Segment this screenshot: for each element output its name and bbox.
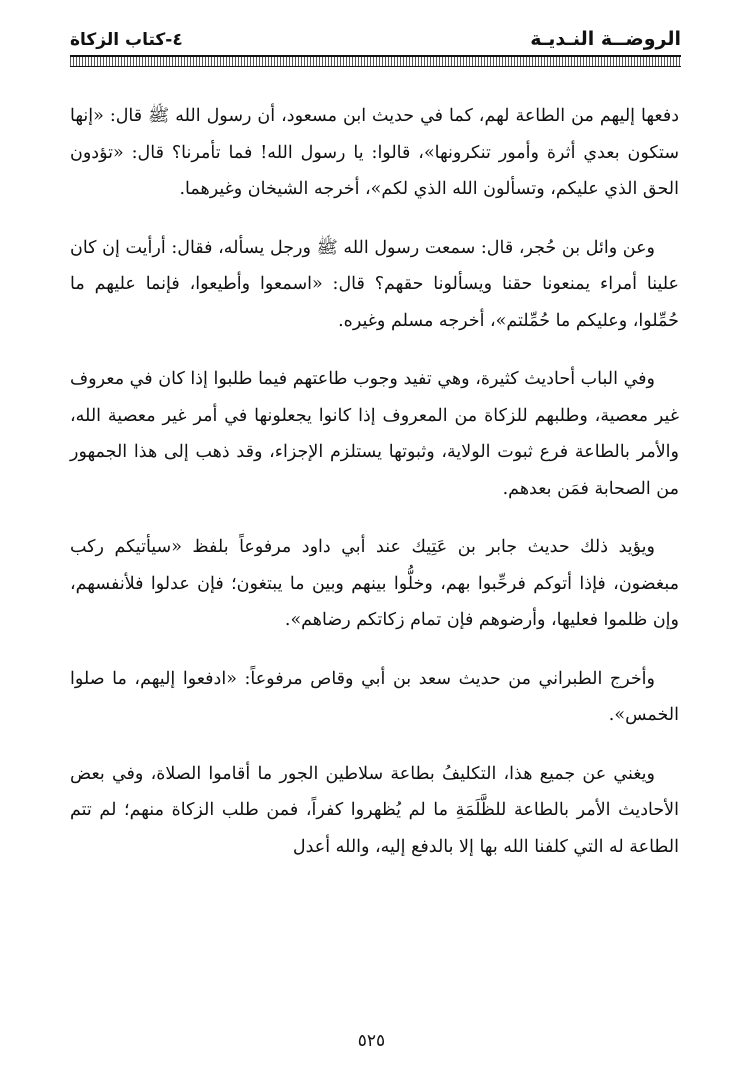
header-rule [70, 55, 681, 67]
paragraph: ويؤيد ذلك حديث جابر بن عَتِيك عند أبي داود مرفوعاً بلفظ «سيأتيكم ركب مبغضون، فإذا أتوكم فرحِّبوا بهم، وخلُّوا بينهم وبين ما يبتغون؛ فإن عدلوا فلأنفسهم، وإن ظلموا فعليها، وأرضوهم فإن تمام زكاتكم رضاهم». [70, 537, 679, 630]
paragraph: وعن وائل بن حُجر، قال: سمعت رسول الله ﷺ ورجل يسأله، فقال: أرأيت إن كان علينا أمراء يمنعونا حقنا ويسألونا حقهم؟ قال: «اسمعوا وأطيعوا، فإنما عليهم ما حُمِّلوا، وعليكم ما حُمِّلتم»، أخرجه مسلم وغيره. [70, 237, 679, 331]
running-header [70, 22, 681, 50]
paragraph: وأخرج الطبراني من حديث سعد بن أبي وقاص مرفوعاً: «ادفعوا إليهم، ما صلوا الخمس». [70, 668, 679, 725]
page-body [70, 98, 679, 887]
paragraph: وفي الباب أحاديث كثيرة، وهي تفيد وجوب طاعتهم فيما طلبوا إذا كان في معروف غير معصية، وطلبهم للزكاة من المعروف إذا كانوا يجعلونها في أمر غير معصية الله، والأمر بالطاعة فرع ثبوت الولاية، وثبوتها يستلزم الإجزاء، وقد ذهب إلى هذا الجمهور من الصحابة فمَن بعدهم. [70, 369, 679, 499]
paragraph: ويغني عن جميع هذا، التكليفُ بطاعة سلاطين الجور ما أقاموا الصلاة، وفي بعض الأحاديث الأمر بالطاعة للظَّلَمَةِ ما لم يُظهروا كفراً، فمن طلب الزكاة منهم؛ لم تتم الطاعة له التي كلفنا الله بها إلا بالدفع إليه، والله أعدل [70, 763, 679, 857]
chapter-title: ٤-كتاب الزكاة [70, 30, 183, 50]
book-title: الروضــة النـديـة [530, 28, 681, 50]
paragraph: دفعها إليهم من الطاعة لهم، كما في حديث ابن مسعود، أن رسول الله ﷺ قال: «إنها ستكون بعدي أثرة وأمور تنكرونها»، قالوا: يا رسول الله! فما تأمرنا؟ قال: «تؤدون الحق الذي عليكم، وتسألون الله الذي لكم»، أخرجه الشيخان وغيرهما. [70, 106, 679, 199]
page-number: ٥٢٥ [357, 1031, 386, 1051]
